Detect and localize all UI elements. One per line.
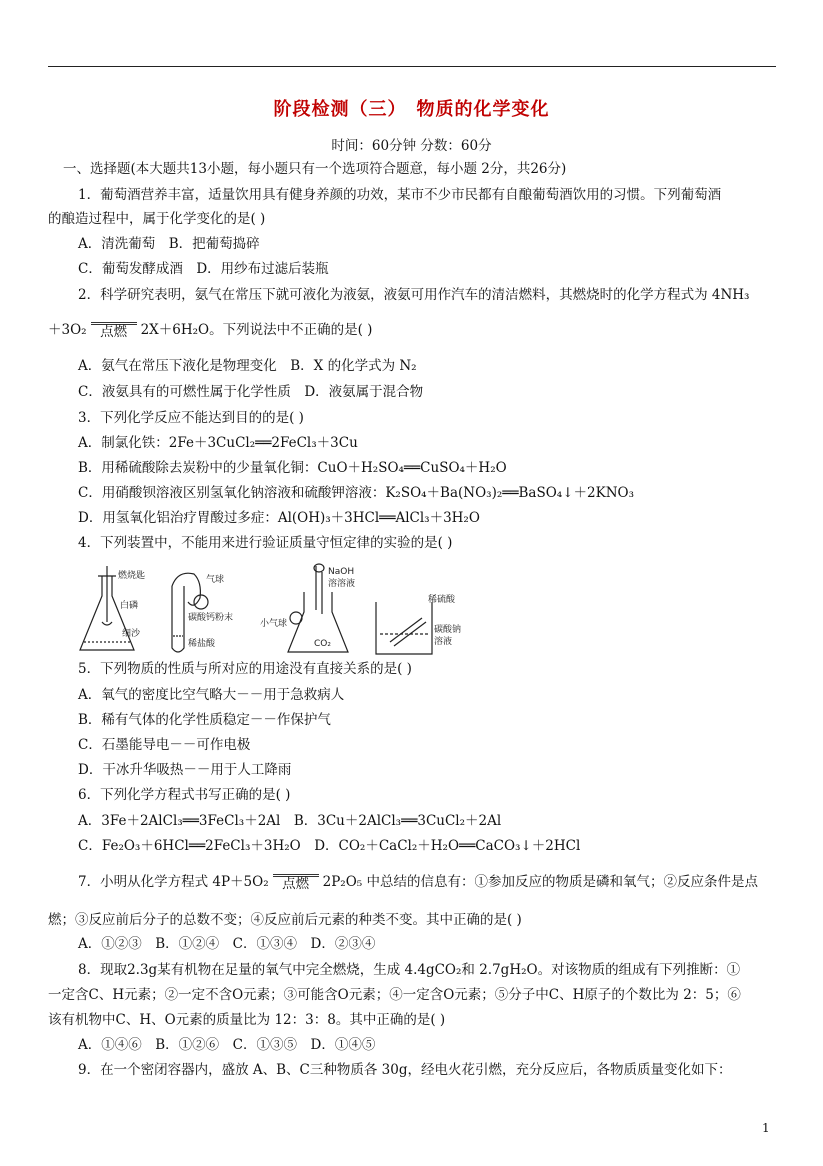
apparatus-d bbox=[376, 602, 432, 654]
label-white-phosphorus: 白磷 bbox=[120, 601, 139, 611]
q2-options-cd: C．液氨具有的可燃性属于化学性质 D．液氨属于混合物 bbox=[78, 384, 424, 400]
label-naoh: NaOH bbox=[328, 567, 355, 577]
label-co2: CO₂ bbox=[314, 639, 331, 649]
header-rule bbox=[48, 66, 776, 67]
label-burning-spoon: 燃烧匙 bbox=[118, 571, 146, 581]
q7-stem-line2: 燃；③反应前后分子的总数不变；④反应前后元素的种类不变。其中正确的是( ) bbox=[48, 912, 522, 928]
q3-option-a: A．制氯化铁：2Fe＋3CuCl₂══2FeCl₃＋3Cu bbox=[78, 435, 358, 451]
label-small-balloon: 小气球 bbox=[260, 619, 288, 629]
q2-condition: 点燃 bbox=[91, 322, 137, 339]
q3-stem: 3．下列化学反应不能达到目的的是( ) bbox=[78, 410, 304, 426]
q7-condition: 点燃 bbox=[273, 874, 319, 891]
q5-stem: 5．下列物质的性质与所对应的用途没有直接关系的是( ) bbox=[78, 661, 412, 677]
q7-pre: 7．小明从化学方程式 4P＋5O₂ bbox=[78, 874, 269, 890]
q6-options-cd: C．Fe₂O₃＋6HCl══2FeCl₃＋3H₂O D．CO₂＋CaCl₂＋H₂O══CaCO₃↓＋2HCl bbox=[78, 838, 581, 854]
q5-option-d: D．干冰升华吸热－－用于人工降雨 bbox=[78, 762, 292, 778]
q8-options: A．①④⑥ B．①②⑥ C．①③⑤ D．①④⑤ bbox=[78, 1037, 376, 1053]
q4-apparatus-figure bbox=[76, 562, 636, 662]
q2-eq-pre: ＋3O₂ bbox=[48, 322, 87, 338]
q8-stem-line2: 一定含C、H元素；②一定不含O元素；③可能含O元素；④一定含O元素；⑤分子中C、H原子的个数比为 2：5；⑥ bbox=[48, 987, 741, 1003]
q1-stem-line1: 1．葡萄酒营养丰富，适量饮用具有健身养颜的功效，某市不少市民都有自酿葡萄酒饮用的习惯。下列葡萄酒 bbox=[78, 187, 722, 203]
label-sodium-carbonate: 碳酸钠 bbox=[434, 625, 462, 635]
q6-stem: 6．下列化学方程式书写正确的是( ) bbox=[78, 787, 291, 803]
q9-stem: 9．在一个密闭容器内，盛放 A、B、C三种物质各 30g，经电火花引燃，充分反应后，各物质质量变化如下： bbox=[78, 1062, 732, 1078]
label-solution: 溶液 bbox=[434, 637, 453, 647]
label-fine-sand: 细沙 bbox=[122, 629, 141, 639]
q2-eq-post: 2X＋6H₂O。下列说法中不正确的是( ) bbox=[140, 322, 373, 338]
label-dilute-hcl: 稀盐酸 bbox=[188, 639, 216, 649]
page-number: 1 bbox=[762, 1121, 770, 1135]
label-balloon: 气球 bbox=[206, 575, 225, 585]
q2-options-ab: A．氨气在常压下液化是物理变化 B．X 的化学式为 N₂ bbox=[78, 358, 417, 374]
q3-option-b: B．用稀硫酸除去炭粉中的少量氧化铜：CuO＋H₂SO₄══CuSO₄＋H₂O bbox=[78, 460, 507, 476]
q2-equation bbox=[48, 320, 778, 339]
q3-option-c: C．用硝酸钡溶液区别氢氧化钠溶液和硫酸钾溶液：K₂SO₄＋Ba(NO₃)₂══BaSO₄↓＋2KNO₃ bbox=[78, 485, 634, 501]
q7-options: A．①②③ B．①②④ C．①③④ D．②③④ bbox=[78, 936, 376, 952]
q2-stem-line1: 2．科学研究表明，氨气在常压下就可液化为液氨，液氨可用作汽车的清洁燃料，其燃烧时的化学方程式为 4NH₃ bbox=[78, 287, 750, 303]
q4-stem: 4．下列装置中，不能用来进行验证质量守恒定律的实验的是( ) bbox=[78, 535, 453, 551]
section-heading: 一、选择题(本大题共13小题，每小题只有一个选项符合题意，每小题 2分，共26分) bbox=[63, 161, 567, 177]
q1-options-cd: C．葡萄发酵成酒 D．用纱布过滤后装瓶 bbox=[78, 261, 329, 277]
q5-option-a: A．氧气的密度比空气略大－－用于急救病人 bbox=[78, 687, 345, 703]
q5-option-c: C．石墨能导电－－可作电极 bbox=[78, 737, 251, 753]
q7-post: 2P₂O₅ 中总结的信息有：①参加反应的物质是磷和氧气；②反应条件是点 bbox=[322, 874, 758, 890]
q6-options-ab: A．3Fe＋2AlCl₃══3FeCl₃＋2Al B．3Cu＋2AlCl₃══3CuCl₂＋2Al bbox=[78, 813, 502, 829]
q5-option-b: B．稀有气体的化学性质稳定－－作保护气 bbox=[78, 712, 331, 728]
q8-stem-line1: 8．现取2.3g某有机物在足量的氧气中完全燃烧，生成 4.4gCO₂和 2.7gH₂O。对该物质的组成有下列推断：① bbox=[78, 962, 741, 978]
label-dilute-sulfuric: 稀硫酸 bbox=[428, 595, 456, 605]
q3-option-d: D．用氢氧化铝治疗胃酸过多症：Al(OH)₃＋3HCl══AlCl₃＋3H₂O bbox=[78, 510, 480, 526]
label-naoh-solution: 溶溶液 bbox=[328, 579, 356, 589]
q7-stem-line1 bbox=[78, 872, 808, 891]
q1-stem-line2: 的酿造过程中，属于化学变化的是( ) bbox=[48, 211, 266, 227]
label-calcium-carbonate: 碳酸钙粉末 bbox=[188, 613, 234, 623]
q8-stem-line3: 该有机物中C、H、O元素的质量比为 12：3：8。其中正确的是( ) bbox=[48, 1012, 446, 1028]
q1-options-ab: A．清洗葡萄 B．把葡萄捣碎 bbox=[78, 236, 260, 252]
page-title: 阶段检测（三） 物质的化学变化 bbox=[273, 99, 550, 120]
exam-meta: 时间：60分钟 分数：60分 bbox=[331, 138, 492, 154]
